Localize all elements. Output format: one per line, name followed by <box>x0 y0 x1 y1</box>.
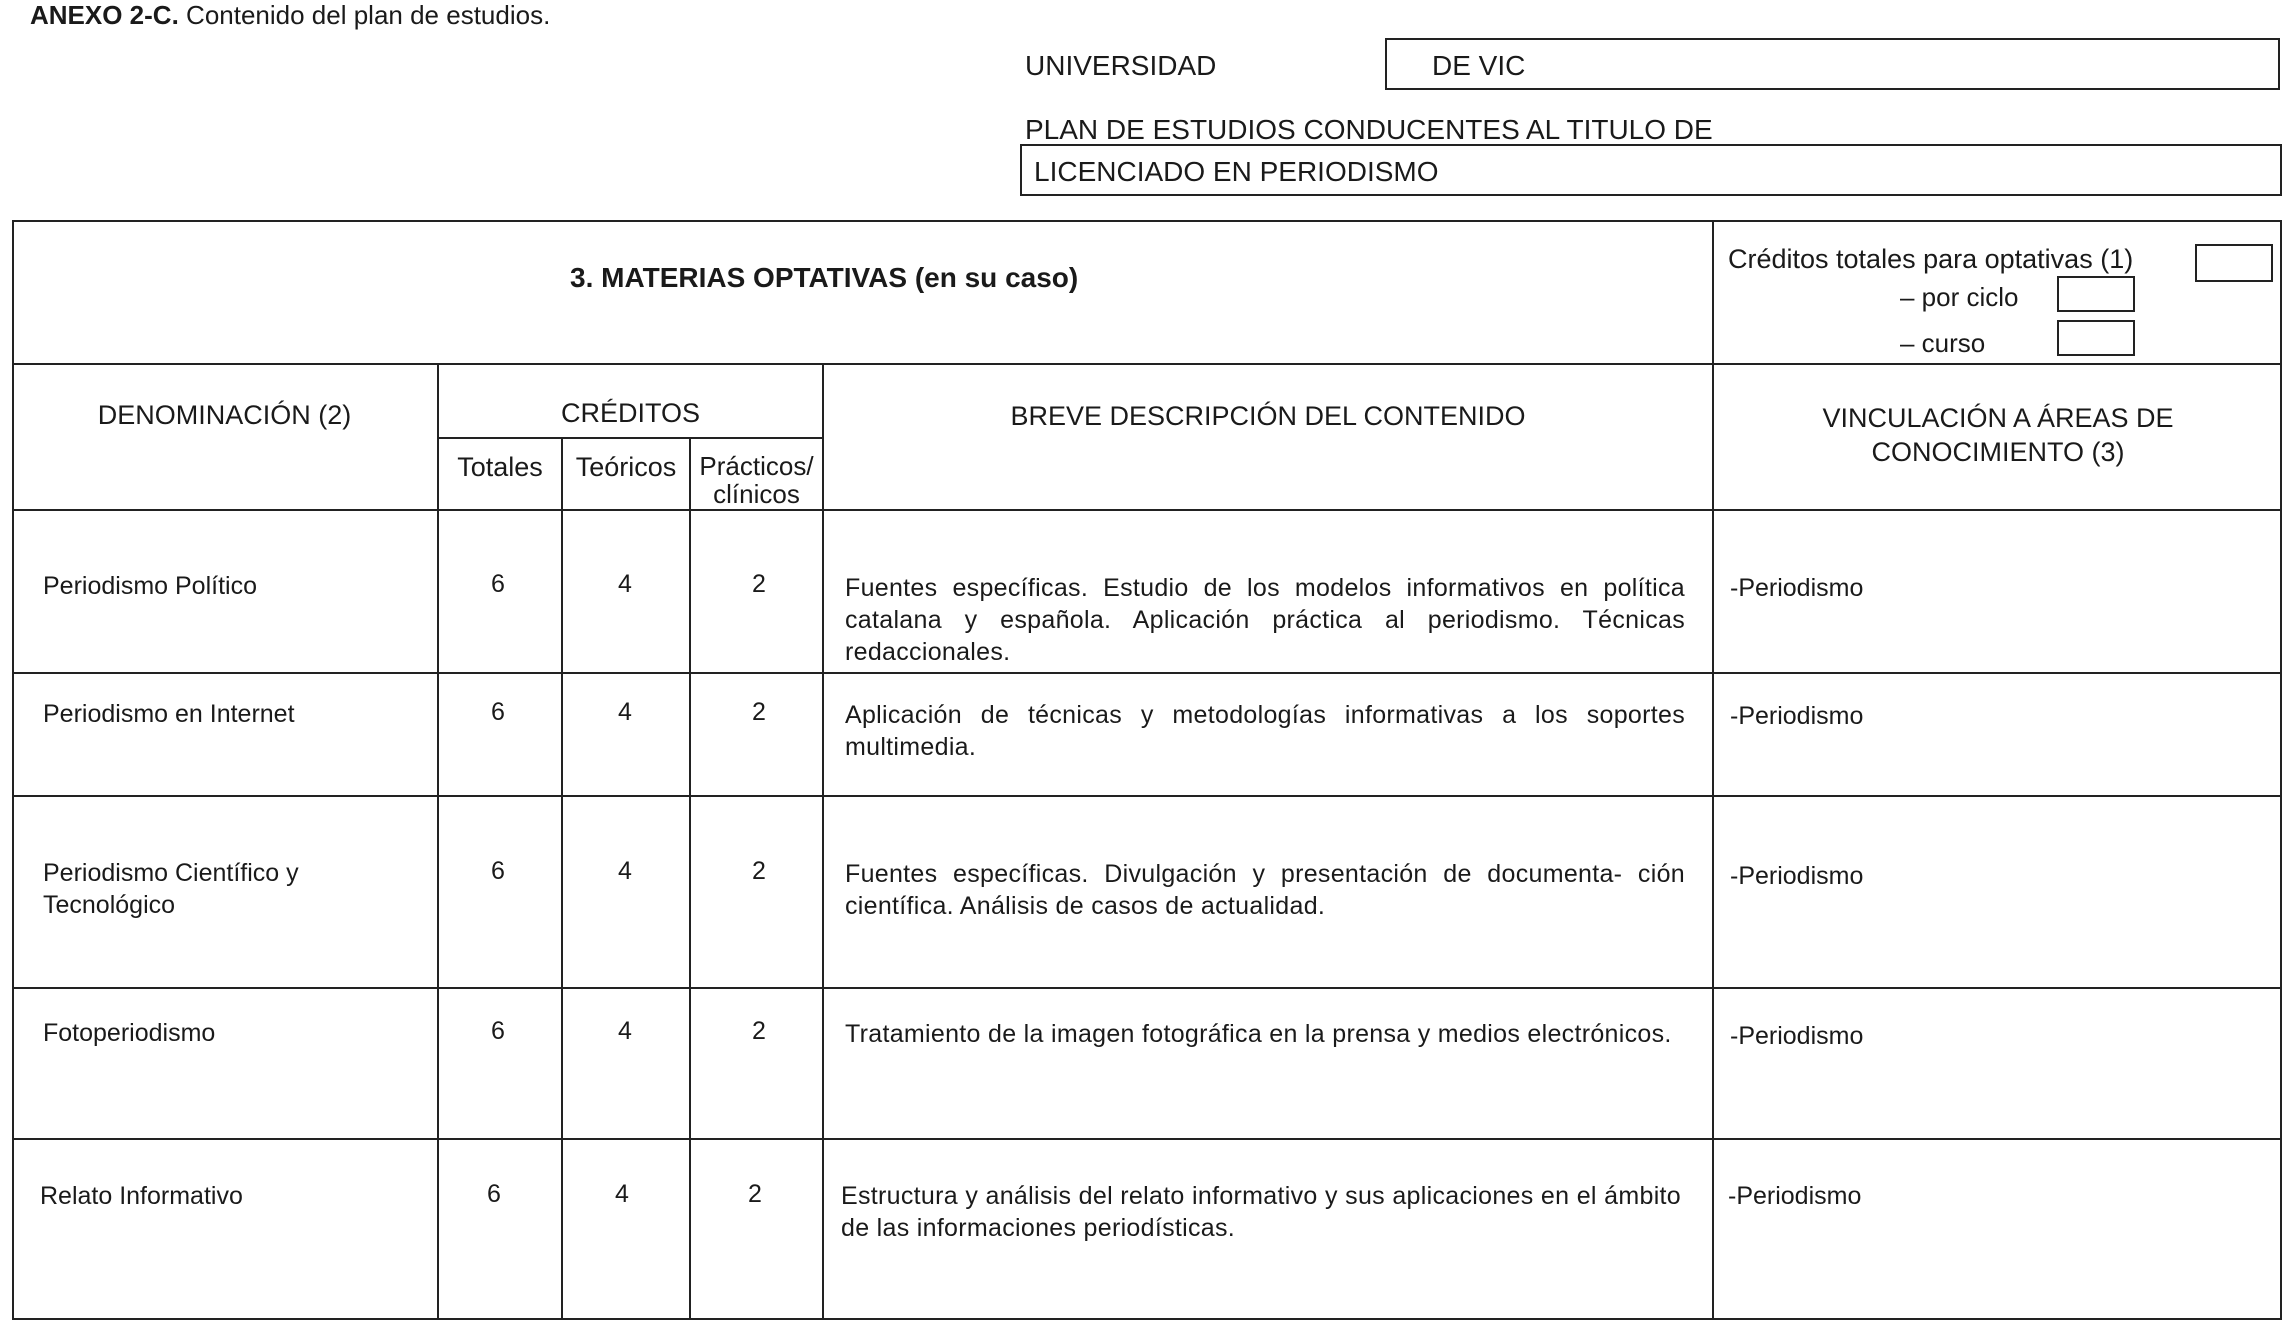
por-ciclo-label: – por ciclo <box>1900 282 2019 312</box>
plan-field <box>1020 144 2282 196</box>
row4-desc: Tratamiento de la imagen fotográfica en la prensa y medios electrónicos. <box>845 1020 1672 1048</box>
row3-name: Periodismo Científico y Tecnológico <box>43 859 299 919</box>
divider <box>689 437 691 1320</box>
row2-totales: 6 <box>491 698 505 726</box>
row5-teoricos: 4 <box>615 1180 629 1208</box>
row4-teoricos: 4 <box>618 1017 632 1045</box>
row2-desc: Aplicación de técnicas y metodologías informativas a los soportes multimedia. <box>845 701 1685 761</box>
header-vinculacion-line1: VINCULACIÓN A ÁREAS DE <box>1822 403 2174 433</box>
row4-area: -Periodismo <box>1730 1022 1864 1050</box>
header-vinculacion-line2: CONOCIMIENTO (3) <box>1871 437 2125 467</box>
header-descripcion: BREVE DESCRIPCIÓN DEL CONTENIDO <box>1010 401 1526 431</box>
row1-teoricos: 4 <box>618 570 632 598</box>
divider <box>12 672 2282 674</box>
divider <box>12 795 2282 797</box>
university-value: DE VIC <box>1432 50 1526 81</box>
row4-name: Fotoperiodismo <box>43 1019 216 1047</box>
annex-heading <box>30 0 550 31</box>
row1-area: -Periodismo <box>1730 574 1864 602</box>
header-vinculacion <box>1714 401 2282 469</box>
divider <box>12 1138 2282 1140</box>
optativas-table <box>12 220 2282 1320</box>
row1-name: Periodismo Político <box>43 572 257 600</box>
row3-desc: Fuentes específicas. Divulgación y presentación de documenta- ción científica. Análisis de casos de actualidad. <box>845 860 1685 920</box>
row3-totales: 6 <box>491 857 505 885</box>
header-creditos: CRÉDITOS <box>560 398 701 428</box>
plan-label: PLAN DE ESTUDIOS CONDUCENTES AL TITULO DE <box>1025 114 1713 145</box>
por-ciclo-box <box>2057 276 2135 312</box>
row5-totales: 6 <box>487 1180 501 1208</box>
header-practicos <box>691 452 822 508</box>
row3-area: -Periodismo <box>1730 862 1864 890</box>
header-practicos-line1: Prácticos/ <box>699 451 814 481</box>
divider <box>12 509 2282 511</box>
row4-practicos: 2 <box>752 1017 766 1045</box>
divider <box>561 437 563 1320</box>
row1-totales: 6 <box>491 570 505 598</box>
divider <box>437 437 824 439</box>
row4-totales: 6 <box>491 1017 505 1045</box>
row5-practicos: 2 <box>748 1180 762 1208</box>
row1-practicos: 2 <box>752 570 766 598</box>
annex-number: ANEXO 2-C. <box>30 0 179 30</box>
university-field <box>1385 38 2280 90</box>
row2-practicos: 2 <box>752 698 766 726</box>
divider <box>12 987 2282 989</box>
curso-box <box>2057 320 2135 356</box>
row3-practicos: 2 <box>752 857 766 885</box>
row1-desc: Fuentes específicas. Estudio de los modelos informativos en política catalana y española. Aplicación práctica al periodismo. Técnicas redaccionales. <box>845 574 1685 666</box>
credits-total-box <box>2195 244 2273 282</box>
header-totales: Totales <box>457 452 543 482</box>
divider <box>822 363 824 1320</box>
row2-name: Periodismo en Internet <box>43 700 295 728</box>
divider <box>437 363 439 1320</box>
row5-name: Relato Informativo <box>40 1182 243 1210</box>
university-label: UNIVERSIDAD <box>1025 50 1217 81</box>
plan-value: LICENCIADO EN PERIODISMO <box>1034 156 1439 187</box>
row5-area: -Periodismo <box>1728 1182 1862 1210</box>
header-teoricos: Teóricos <box>575 452 677 482</box>
row5-desc: Estructura y análisis del relato informativo y sus aplicaciones en el ámbito de las informaciones periodísticas. <box>841 1182 1681 1242</box>
row3-teoricos: 4 <box>618 857 632 885</box>
section-title: 3. MATERIAS OPTATIVAS (en su caso) <box>570 262 1079 293</box>
divider <box>1712 220 1714 1320</box>
credits-total-label: Créditos totales para optativas (1) <box>1728 244 2134 274</box>
header-denominacion: DENOMINACIÓN (2) <box>97 400 352 430</box>
row2-teoricos: 4 <box>618 698 632 726</box>
annex-text: Contenido del plan de estudios. <box>178 0 551 30</box>
row2-area: -Periodismo <box>1730 702 1864 730</box>
header-practicos-line2: clínicos <box>713 479 800 509</box>
divider <box>12 363 2282 365</box>
curso-label: – curso <box>1900 328 1986 358</box>
